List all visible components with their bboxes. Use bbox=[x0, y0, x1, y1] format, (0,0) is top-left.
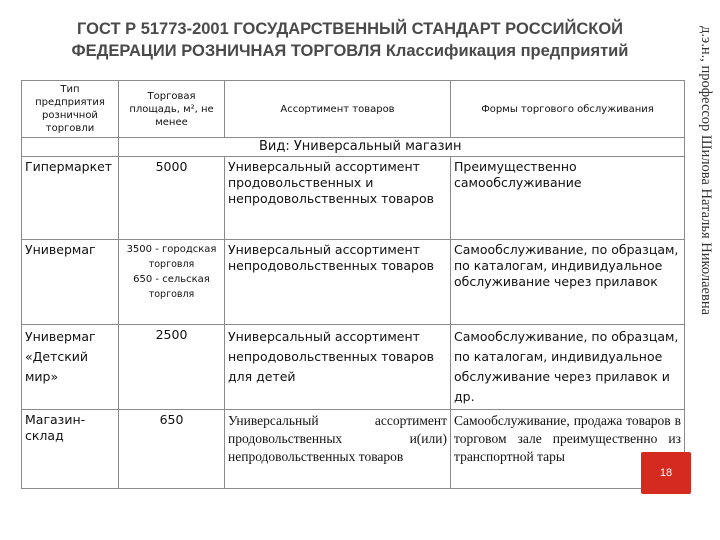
classification-table bbox=[21, 80, 685, 489]
section-row bbox=[22, 138, 685, 157]
area-rural-note: торговля bbox=[148, 289, 195, 300]
table-row bbox=[22, 240, 685, 325]
page-number-badge: 18 bbox=[641, 452, 691, 494]
header-type: Тип предприятия розничной торговли bbox=[22, 81, 119, 138]
slide bbox=[2, 2, 718, 538]
header-area: Торговая площадь, м², не менее bbox=[119, 81, 225, 138]
header-row bbox=[22, 81, 685, 138]
author-caption: д.э.н., профессор Шилова Наталья Николаевна bbox=[698, 26, 714, 316]
row-type: Универмаг «Детский мир» bbox=[22, 325, 119, 410]
row-area: 5000 bbox=[119, 157, 225, 240]
row-assortment: Универсальный ассортимент продовольственных и(или) непродовольственных товаров bbox=[225, 410, 451, 489]
row-type: Гипермаркет bbox=[22, 157, 119, 240]
section-label: Вид: Универсальный магазин bbox=[119, 138, 685, 157]
row-area bbox=[119, 240, 225, 325]
row-type: Магазин-склад bbox=[22, 410, 119, 489]
area-city: 3500 - городская bbox=[126, 244, 217, 255]
table-row bbox=[22, 410, 685, 489]
table-row bbox=[22, 325, 685, 410]
row-assortment: Универсальный ассортимент непродовольственных товаров для детей bbox=[225, 325, 451, 410]
row-assortment: Универсальный ассортимент продовольственных и непродовольственных товаров bbox=[225, 157, 451, 240]
row-assortment: Универсальный ассортимент непродовольственных товаров bbox=[225, 240, 451, 325]
table-row bbox=[22, 157, 685, 240]
area-city-note: торговля bbox=[148, 259, 195, 270]
row-type: Универмаг bbox=[22, 240, 119, 325]
title-line-1: ГОСТ Р 51773-2001 ГОСУДАРСТВЕННЫЙ СТАНДАРТ РОССИЙСКОЙ bbox=[76, 20, 624, 38]
header-assortment: Ассортимент товаров bbox=[225, 81, 451, 138]
row-service: Самообслуживание, продажа товаров в торговом зале преимущественно из транспортной тары bbox=[451, 410, 685, 489]
row-service: Преимущественно самообслуживание bbox=[451, 157, 685, 240]
row-service: Самообслуживание, по образцам, по каталогам, индивидуальное обслуживание через прилавок и др. bbox=[451, 325, 685, 410]
area-rural: 650 - сельская bbox=[133, 274, 210, 285]
title-line-2: ФЕДЕРАЦИИ РОЗНИЧНАЯ ТОРГОВЛЯ Классификация предприятий bbox=[71, 42, 629, 60]
row-area: 650 bbox=[119, 410, 225, 489]
row-service: Самообслуживание, по образцам, по каталогам, индивидуальное обслуживание через прилавок bbox=[451, 240, 685, 325]
slide-title bbox=[26, 18, 674, 62]
header-service: Формы торгового обслуживания bbox=[451, 81, 685, 138]
row-area: 2500 bbox=[119, 325, 225, 410]
